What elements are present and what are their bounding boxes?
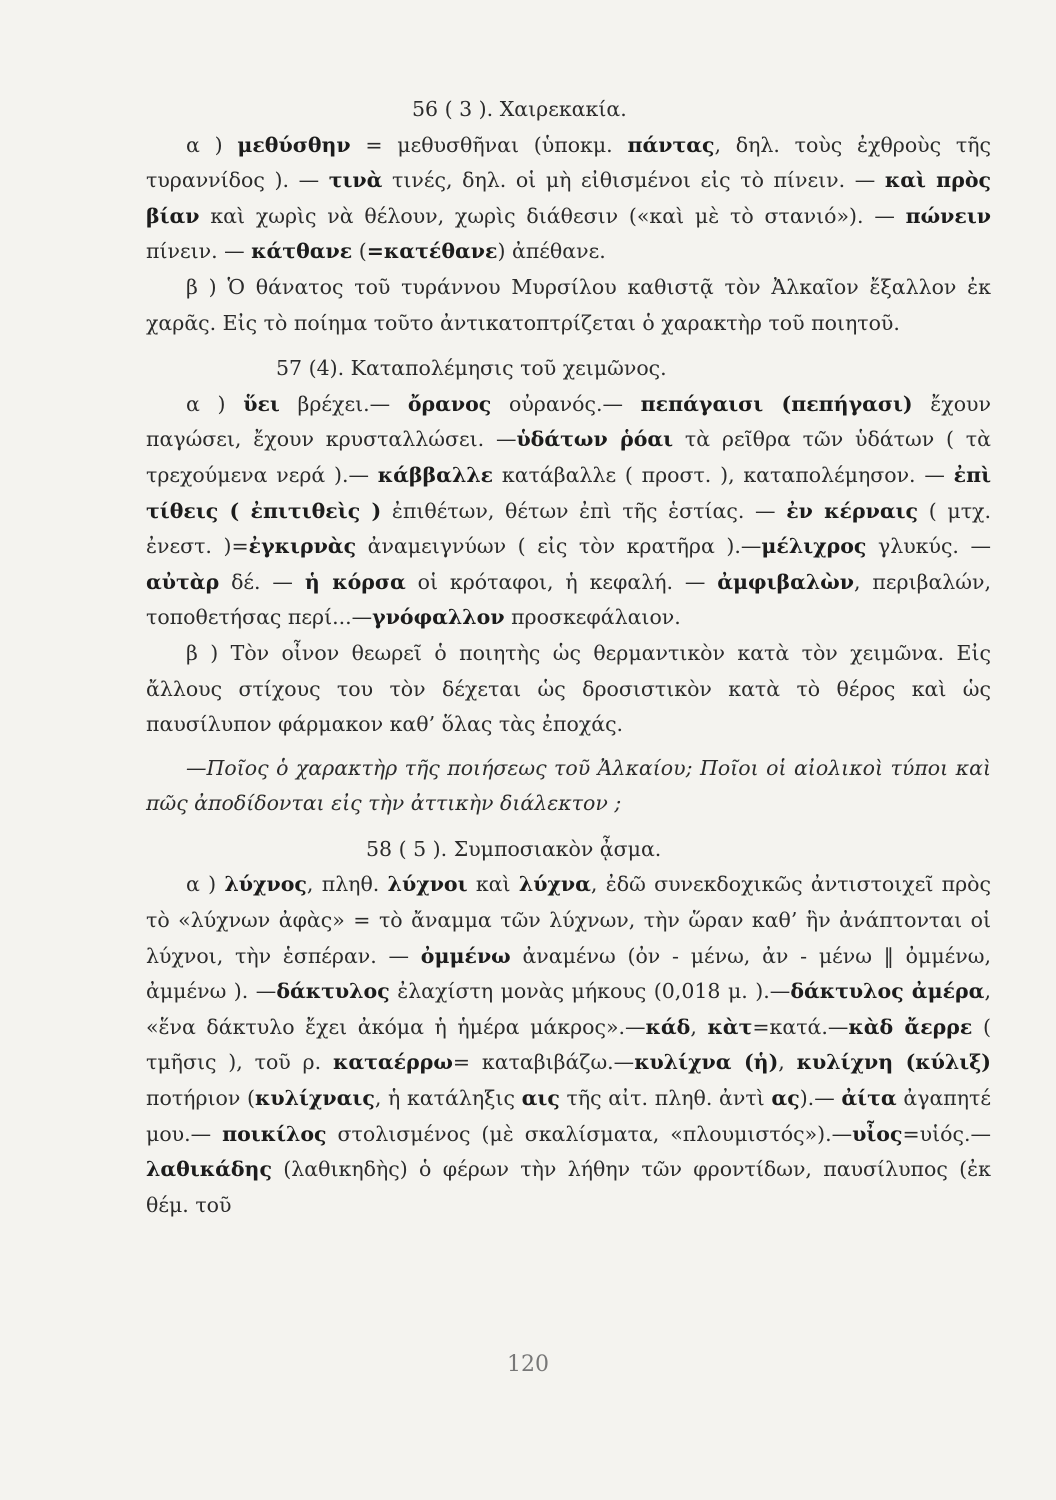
text-run: , ἐδῶ συνεκδοχικῶς ἀντιστοιχεῖ πρὸς τὸ «λύχνων ἀφὰς» = τὸ ἄναμμα τῶν λύχνων, τὴν ὥραν καθ’ ἣν ἀνάπτονται οἱ λύχνοι, τὴν ἑσπέραν. — [146, 872, 992, 968]
section-56-paragraph-a [146, 128, 991, 270]
bold-term: ἐν κέρναις [786, 498, 919, 523]
text-run: πίνειν. — [146, 239, 252, 264]
section-58-heading: 58 ( 5 ). Συμποσιακὸν ᾆσμα. [366, 836, 662, 861]
bold-term: ἐπὶ τίθεις ( ἐπιτιθεὶς ) [146, 462, 991, 523]
text-run: =υἱός.— [902, 1121, 991, 1146]
section-56-paragraph-b: β ) Ὁ θάνατος τοῦ τυράννου Μυρσίλου καθιστᾷ τὸν Ἀλκαῖον ἔξαλλον ἐκ χαρᾶς. Εἰς τὸ ποίημα τοῦτο ἀντικατοπτρίζεται ὁ χαρακτὴρ τοῦ ποιητοῦ. [146, 274, 991, 335]
bold-term: ὀμμένω [420, 943, 511, 968]
text-run: καὶ [467, 872, 519, 897]
bold-term: καὶ πρὸς βίαν [146, 168, 991, 228]
bold-term: αις [521, 1086, 560, 1111]
text-run: , πληθ. [306, 872, 388, 897]
bold-term: ἀίτα [841, 1086, 897, 1111]
text-run: ἔχουν παγώσει, ἔχουν κρυσταλλώσει. — [146, 391, 991, 452]
text-run: α ) [186, 872, 225, 897]
text-run: α ) [186, 391, 244, 416]
text-run: προσκεφάλαιον. [504, 605, 681, 630]
text-run: τὰ ρεῖθρα τῶν ὑδάτων ( τὰ τρεχούμενα νερά ).— [146, 427, 991, 487]
text-run: ποτήριον ( [146, 1086, 256, 1111]
bold-term: γνόφαλλον [372, 605, 505, 630]
text-run: = μεθυσθῆναι (ὑποκμ. [350, 132, 628, 157]
text-run: βρέχει.— [279, 391, 408, 416]
bold-term: κυλίχναις [255, 1086, 375, 1111]
text-run: ἀναμειγνύων ( εἰς τὸν κρατῆρα ).— [356, 534, 762, 559]
text-run: γλυκύς. — [866, 534, 991, 559]
text-run: ( [352, 239, 367, 264]
bold-term: κάτθανε [251, 239, 353, 264]
text-run: τῆς αἰτ. πληθ. ἀντὶ [559, 1086, 772, 1111]
section-58-paragraph-a [146, 867, 991, 1223]
text-run: ) ἀπέθανε. [497, 239, 606, 264]
text-run: ἀγαπητέ μου.— [146, 1086, 992, 1146]
bold-term: πώνειν [905, 203, 991, 228]
bold-term: δάκτυλος ἀμέρα [790, 979, 985, 1004]
text-run: ἐπιθέτων, θέτων ἐπὶ τῆς ἑστίας. — [381, 498, 787, 523]
text-run: ).— [799, 1086, 842, 1111]
section-57-question: —Ποῖος ὁ χαρακτὴρ τῆς ποιήσεως τοῦ Ἀλκαίου; Ποῖοι οἱ αἰολικοὶ τύποι καὶ πῶς ἀποδίδονται εἰς τὴν ἀττικὴν διάλεκτον ; [146, 755, 991, 816]
bold-term: ἐγκιρνὰς [248, 534, 357, 559]
text-run: καὶ χωρὶς νὰ θέλουν, χωρὶς διάθεσιν («καὶ μὲ τὸ στανιό»). — [199, 203, 906, 228]
text-run: ( μτχ. ἐνεστ. )= [146, 498, 991, 559]
bold-term: ποικίλος [222, 1121, 327, 1146]
section-57-paragraph-a [146, 387, 991, 636]
section-56-heading: 56 ( 3 ). Χαιρεκακία. [412, 97, 627, 121]
text-run: τινές, δηλ. οἱ μὴ εἰθισμένοι εἰς τὸ πίνειν. — [382, 168, 885, 193]
text-run: , δηλ. τοὺς ἐχθροὺς τῆς τυραννίδος ). — [146, 132, 991, 193]
section-57-heading: 57 (4). Καταπολέμησις τοῦ χειμῶνος. [276, 356, 667, 381]
bold-term: ὕει [243, 391, 280, 416]
text-run: κατάβαλλε ( προστ. ), καταπολέμησον. — [493, 462, 954, 487]
text-run: , [778, 1050, 797, 1075]
text-run: ἀναμένω (ὀν - μένω, ἀν - μένω ‖ ὀμμένω, ἀμμένω ). — [146, 943, 991, 1004]
bold-term: κὰδ ἄερρε [848, 1014, 973, 1039]
text-run: στολισμένος (μὲ σκαλίσματα, «πλουμιστός»).— [326, 1121, 853, 1146]
bold-term: ας [771, 1086, 800, 1111]
bold-term: κυλίχνα (ἡ) [634, 1050, 779, 1075]
text-run: ( τμῆσις ), τοῦ ρ. [146, 1014, 991, 1075]
page-number: 120 [507, 1352, 549, 1377]
bold-term: κάδ [645, 1014, 691, 1039]
bold-term: ἀμφιβαλὼν [717, 569, 855, 594]
bold-term: ὄρανος [407, 391, 492, 416]
bold-term: αὐτὰρ [146, 569, 220, 594]
bold-term: μέλιχρος [761, 534, 867, 559]
text-run: , «ἕνα δάκτυλο ἔχει ἀκόμα ἡ ἡμέρα μάκρος».— [146, 979, 991, 1039]
text-run: α ) [186, 132, 238, 157]
text-run: =κατά.— [752, 1014, 849, 1039]
bold-term: πεπάγαισι (πεπήγασι) [640, 391, 913, 416]
bold-term: κυλίχνη (κύλιξ) [796, 1050, 991, 1075]
bold-term: ὑδάτων ῥόαι [516, 427, 674, 452]
text-run: , [690, 1014, 708, 1039]
section-57-paragraph-b: β ) Τὸν οἶνον θεωρεῖ ὁ ποιητὴς ὡς θερμαντικὸν κατὰ τὸν χειμῶνα. Εἰς ἄλλους στίχους του τὸν δέχεται ὡς δροσιστικὸν κατὰ τὸ θέρος καὶ ὡς παυσίλυπον φάρμακον καθ’ ὅλας τὰς ἐποχάς. [146, 640, 991, 737]
bold-term: τινὰ [328, 168, 383, 193]
text-run: δέ. — [219, 569, 305, 594]
bold-term: κὰτ [707, 1014, 753, 1039]
text-run: οἱ κρόταφοι, ἡ κεφαλή. — [405, 569, 718, 594]
text-run: ἐλαχίστη μονὰς μήκους (0,018 μ. ).— [389, 979, 791, 1004]
bold-term: λύχνοι [387, 872, 468, 897]
text-run: , περιβαλών, τοποθετήσας περί...— [146, 569, 991, 630]
bold-term: υἶος [852, 1121, 903, 1146]
text-run: , ἡ κατάληξις [374, 1086, 522, 1111]
page-text [146, 92, 991, 1223]
text-run: (λαθικηδὴς) ὁ φέρων τὴν λήθην τῶν φροντίδων, παυσίλυπος (ἐκ θέμ. τοῦ [146, 1157, 991, 1217]
bold-term: κάββαλλε [377, 462, 494, 487]
text-run: = καταβιβάζω.— [452, 1050, 635, 1075]
bold-term: μεθύσθην [237, 132, 351, 157]
bold-term: δάκτυλος [276, 979, 390, 1004]
bold-term: λύχνος [224, 872, 307, 897]
bold-term: λαθικάδης [146, 1157, 272, 1182]
bold-term: πάντας [627, 132, 715, 157]
bold-term: καταέρρω [332, 1050, 453, 1075]
bold-term: ἡ κόρσα [304, 569, 406, 594]
bold-term: λύχνα [518, 872, 591, 897]
text-run: οὐρανός.— [491, 391, 641, 416]
bold-term: =κατέθανε [366, 239, 498, 264]
